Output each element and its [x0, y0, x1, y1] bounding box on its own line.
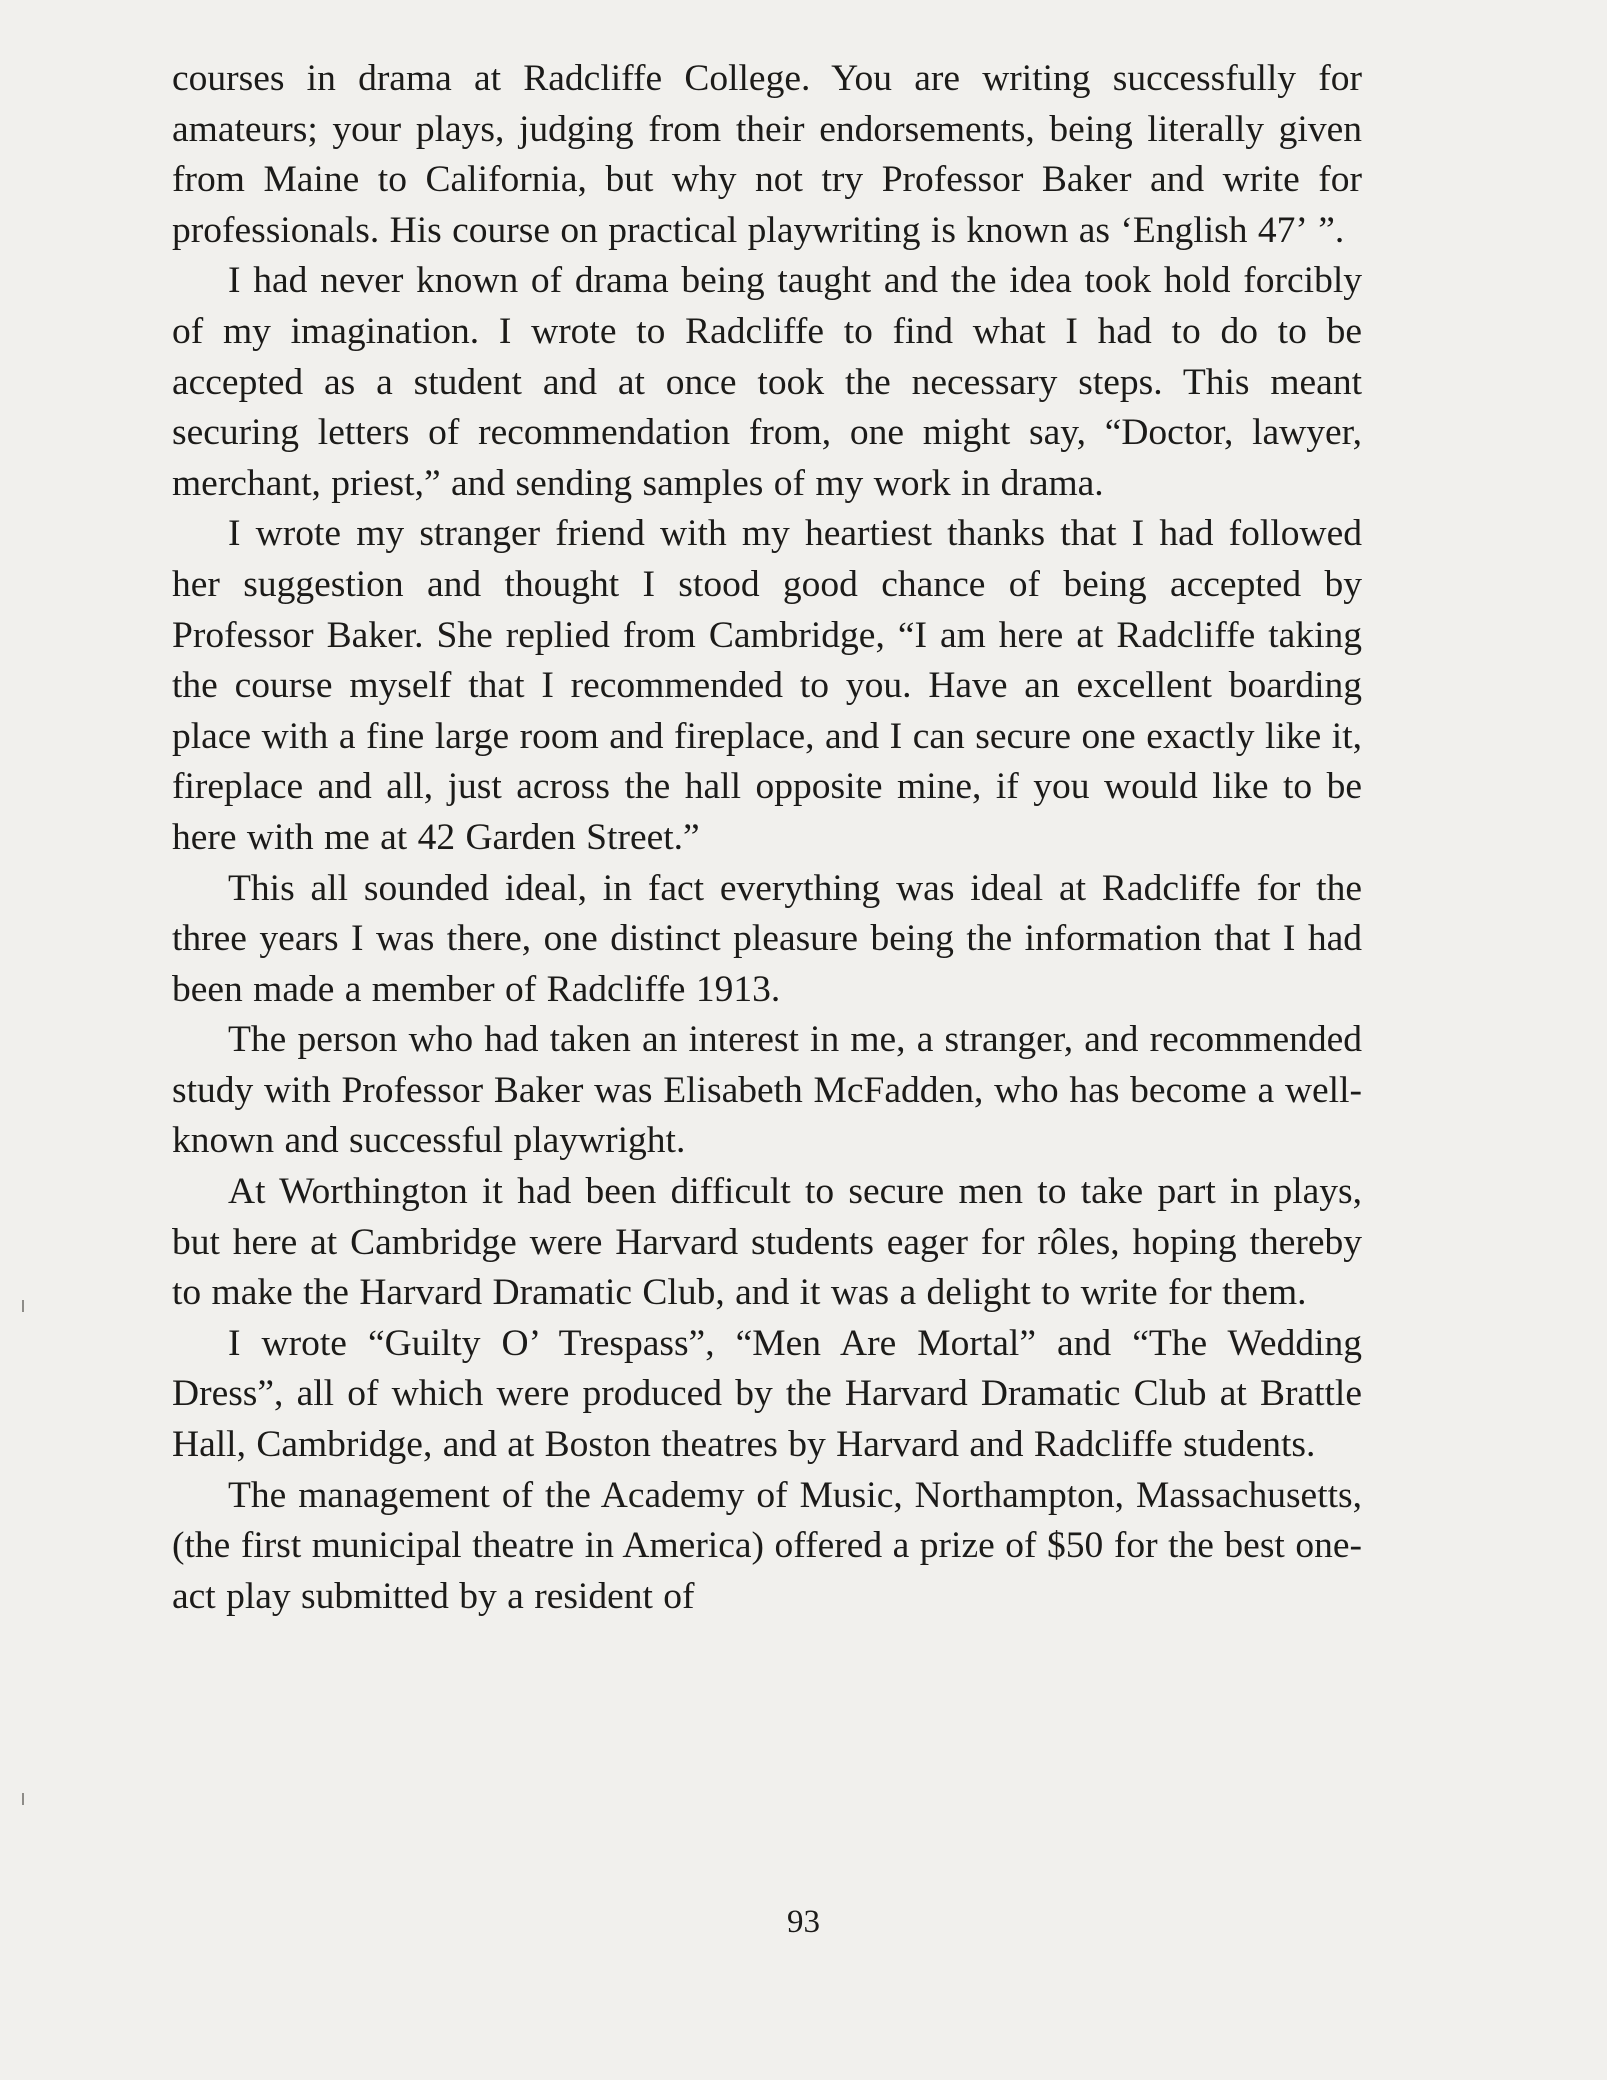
margin-mark	[22, 1300, 24, 1312]
page-number: 93	[787, 1904, 820, 1940]
paragraph-5: The person who had taken an interest in me, a stranger, and recommended study with Professor Baker was Elisabeth McFadden, who has become a well-known and successful playwright.	[172, 1019, 1362, 1162]
paragraph-1: courses in drama at Radcliffe College. You are writing successfully for amateurs; your plays, judging from their endorsements, being literally given from Maine to California, but why not try Professor Baker and write for professionals. His course on practical playwriting is known as ‘English 47’ ”.	[172, 58, 1362, 251]
paragraph-6: At Worthington it had been difficult to secure men to take part in plays, but here at Cambridge were Harvard students eager for rôles, hoping thereby to make the Harvard Dramatic Club, and it was a delight to write for them.	[172, 1171, 1362, 1314]
margin-mark	[22, 1793, 24, 1805]
paragraph-7: I wrote “Guilty O’ Trespass”, “Men Are Mortal” and “The Wedding Dress”, all of which were produced by the Harvard Dramatic Club at Brattle Hall, Cambridge, and at Boston theatres by Harvard and Radcliffe students.	[172, 1322, 1362, 1466]
body-text	[172, 54, 1362, 1622]
paragraph-8: The management of the Academy of Music, Northampton, Massachusetts, (the first municipal theatre in America) offered a prize of $50 for the best one-act play submitted by a resident of	[172, 1474, 1362, 1617]
paragraph-3: I wrote my stranger friend with my heartiest thanks that I had followed her suggestion and thought I stood good chance of being accepted by Professor Baker. She replied from Cambridge, “I am here at Radcliffe taking the course myself that I recommended to you. Have an excellent boarding place with a fine large room and fireplace, and I can secure one exactly like it, fireplace and all, just across the hall opposite mine, if you would like to be here with me at 42 Garden Street.”	[172, 513, 1362, 858]
paragraph-4: This all sounded ideal, in fact everything was ideal at Radcliffe for the three years I was there, one distinct pleasure being the information that I had been made a member of Radcliffe 1913.	[172, 867, 1362, 1010]
paragraph-2: I had never known of drama being taught and the idea took hold forcibly of my imagination. I wrote to Radcliffe to find what I had to do to be accepted as a student and at once took the necessary steps. This meant securing letters of recommendation from, one might say, “Doctor, lawyer, merchant, priest,” and sending samples of my work in drama.	[172, 260, 1362, 504]
